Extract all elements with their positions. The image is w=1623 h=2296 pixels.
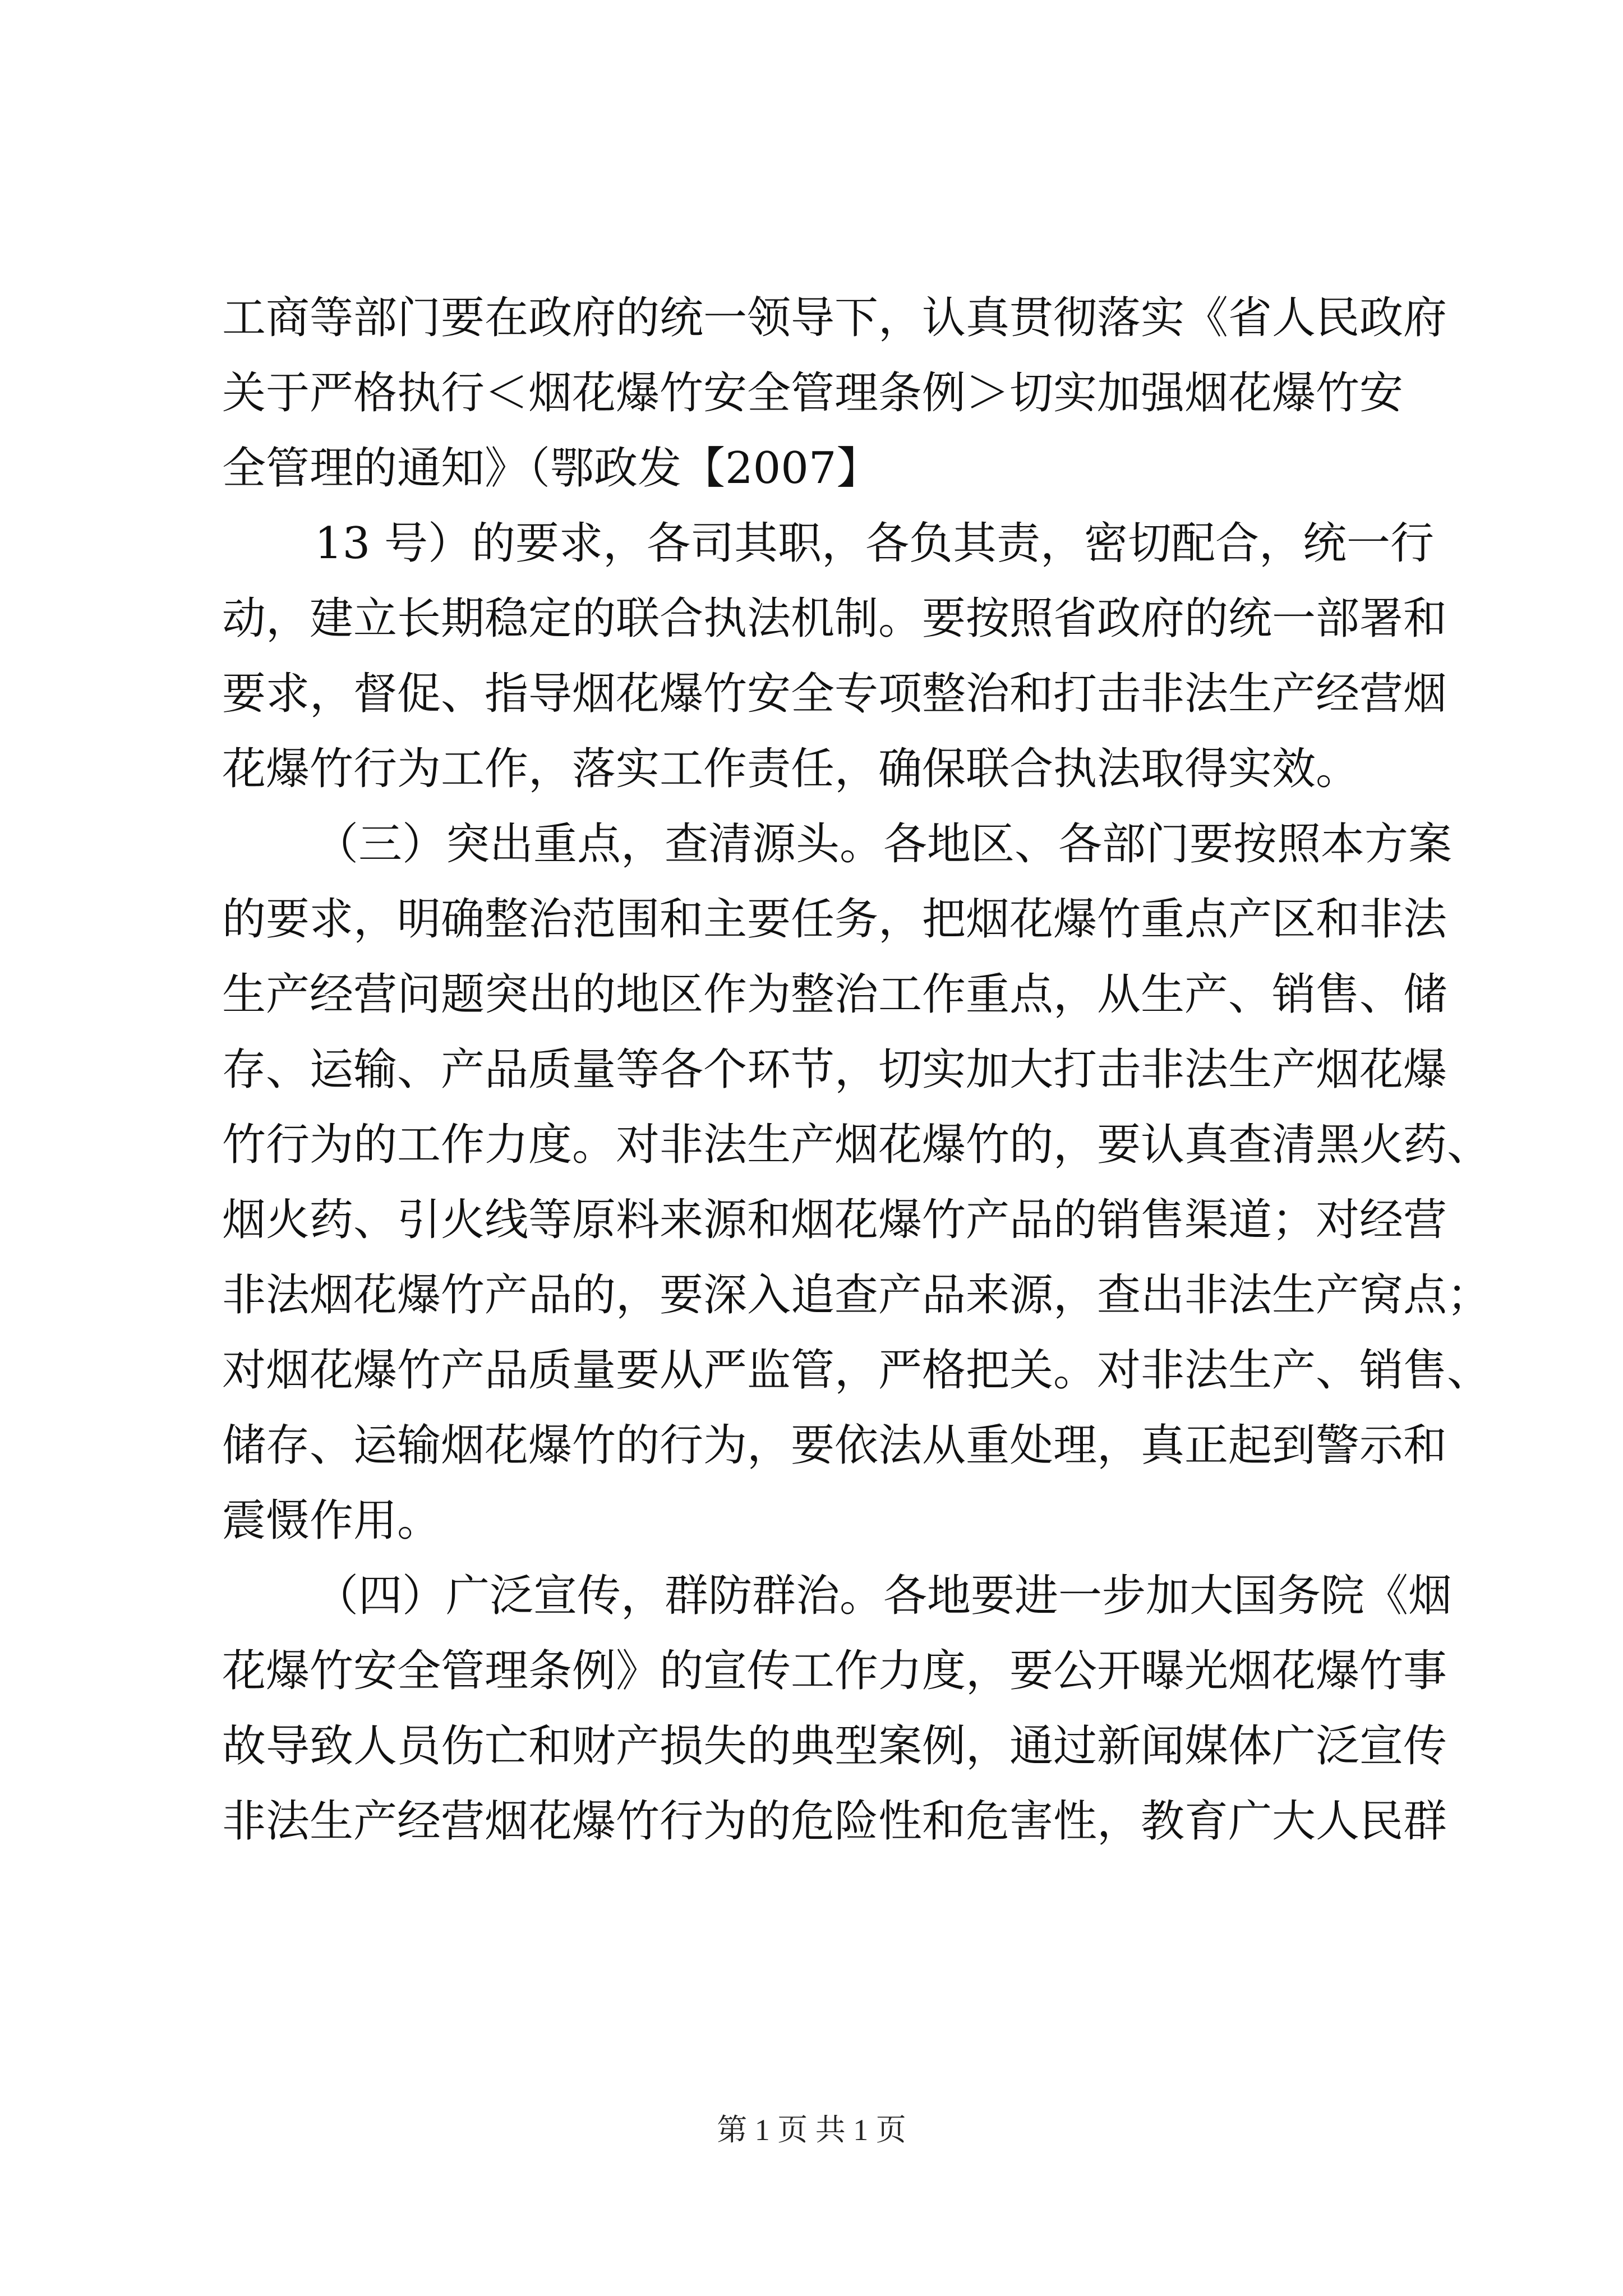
text-line: 非法生产经营烟花爆竹行为的危险性和危害性，教育广大人民群 — [222, 1796, 1447, 1847]
text-line: 非法烟花爆竹产品的，要深入追查产品来源，查出非法生产窝点； — [222, 1270, 1491, 1320]
text-line: 13 号）的要求，各司其职，各负其责，密切配合，统一行 — [315, 518, 1435, 569]
text-line: 动，建立长期稳定的联合执法机制。要按照省政府的统一部署和 — [222, 593, 1447, 644]
text-line: 关于严格执行＜烟花爆竹安全管理条例＞切实加强烟花爆竹安 — [222, 368, 1404, 418]
text-line: 要求，督促、指导烟花爆竹安全专项整治和打击非法生产经营烟 — [222, 669, 1447, 719]
page-footer: 第 1 页 共 1 页 — [717, 2113, 906, 2147]
text-line: 工商等部门要在政府的统一领导下，认真贯彻落实《省人民政府 — [222, 293, 1447, 343]
text-line: 对烟花爆竹产品质量要从严监管，严格把关。对非法生产、销售、 — [222, 1345, 1491, 1396]
document-body — [222, 280, 1491, 1859]
text-line: 存、运输、产品质量等各个环节，切实加大打击非法生产烟花爆 — [222, 1045, 1447, 1095]
text-line: 竹行为的工作力度。对非法生产烟花爆竹的，要认真查清黑火药、 — [222, 1120, 1491, 1170]
text-line: 全管理的通知》（鄂政发【2007】 — [222, 443, 880, 494]
text-line: 震慑作用。 — [222, 1496, 441, 1546]
text-line: 故导致人员伤亡和财产损失的典型案例，通过新闻媒体广泛宣传 — [222, 1721, 1447, 1772]
text-line: 的要求，明确整治范围和主要任务，把烟花爆竹重点产区和非法 — [222, 894, 1447, 945]
text-line: 烟火药、引火线等原料来源和烟花爆竹产品的销售渠道；对经营 — [222, 1195, 1447, 1245]
section-heading-line: （四）广泛宣传，群防群治。各地要进一步加大国务院《烟 — [315, 1571, 1453, 1621]
text-line: 生产经营问题突出的地区作为整治工作重点，从生产、销售、储 — [222, 969, 1447, 1020]
text-line: 花爆竹行为工作，落实工作责任，确保联合执法取得实效。 — [222, 744, 1360, 794]
text-line: 储存、运输烟花爆竹的行为，要依法从重处理，真正起到警示和 — [222, 1420, 1447, 1471]
text-line: 花爆竹安全管理条例》的宣传工作力度，要公开曝光烟花爆竹事 — [222, 1646, 1447, 1696]
section-heading-line: （三）突出重点，查清源头。各地区、各部门要按照本方案 — [315, 819, 1453, 869]
